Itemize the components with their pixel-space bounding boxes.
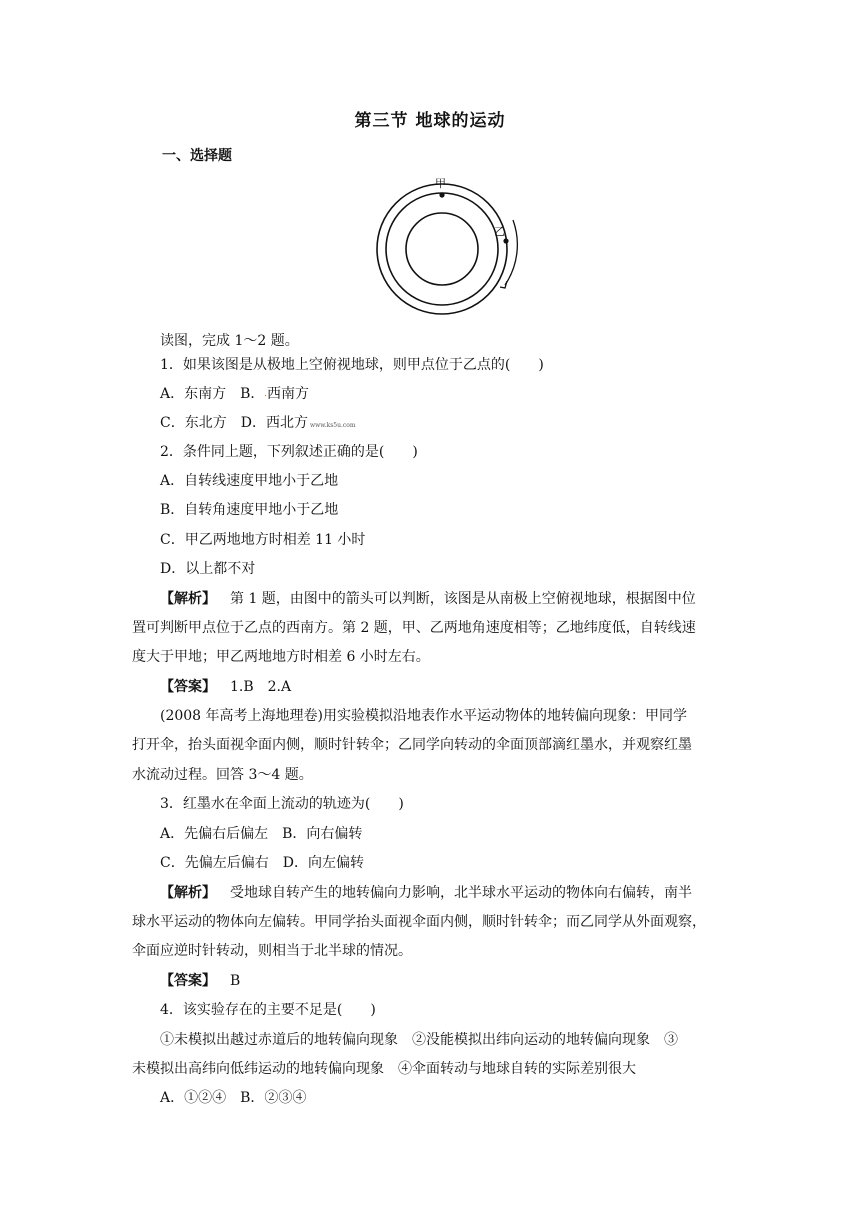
analysis2-text: 受地球自转产生的地转偏向力影响，北半球水平运动的物体向右偏转，南半 (230, 885, 692, 901)
middle-circle (386, 193, 498, 305)
passage-line3: 水流动过程。回答 3～4 题。 (132, 767, 313, 783)
answer2-text: B (230, 973, 241, 989)
answer-tag: 【答案】 (160, 973, 216, 989)
intro-text: 读图，完成 1～2 题。 (160, 333, 299, 349)
watermark-text: www.ks5u.com (309, 422, 356, 429)
q4-option-a: A．①②④ (160, 1090, 227, 1106)
analysis2-line3: 伞面应逆时针转动，则相当于北半球的情况。 (132, 943, 412, 959)
q1-option-b: B． (240, 386, 265, 402)
point-jia (439, 192, 444, 197)
q1-option-d: D．西北方 (240, 415, 308, 431)
arrowhead-icon (500, 281, 507, 288)
answer2 (160, 970, 240, 992)
q2-option-d: D．以上都不对 (160, 561, 256, 577)
page-title: 第三节 地球的运动 (354, 111, 506, 131)
analysis-tag: 【解析】 (160, 591, 216, 607)
analysis1-line1 (160, 588, 696, 610)
q4-statement-line2: 未模拟出高纬向低纬运动的地转偏向现象 ④伞面转动与地球自转的实际差别很大 (132, 1061, 636, 1077)
q1-options-ab (160, 383, 309, 405)
q3-options-ab (160, 823, 362, 845)
analysis1-line3: 度大于甲地；甲乙两地地方时相差 6 小时左右。 (132, 649, 430, 665)
answer-tag: 【答案】 (160, 679, 216, 695)
section-heading: 一、选择题 (162, 148, 232, 164)
analysis2-line2: 球水平运动的物体向左偏转。甲同学抬头面视伞面内侧，顺时针转伞；而乙同学从外面观察， (132, 914, 706, 930)
inner-circle (406, 213, 478, 285)
q2-stem: 2．条件同上题，下列叙述正确的是( ) (160, 444, 418, 460)
q4-options-ab (160, 1087, 306, 1109)
q3-option-a: A．先偏右后偏左 (160, 826, 269, 842)
q3-options-cd (160, 852, 364, 874)
q2-option-c: C．甲乙两地地方时相差 11 小时 (160, 532, 366, 548)
outer-circle (377, 184, 507, 314)
analysis-tag: 【解析】 (160, 885, 216, 901)
q1-option-c: C．东北方 (160, 415, 227, 431)
q3-option-b: B．向右偏转 (282, 826, 363, 842)
label-jia: 甲 (435, 177, 446, 190)
q2-option-a: A．自转线速度甲地小于乙地 (160, 473, 339, 489)
q1-option-b-mark: . (264, 389, 267, 398)
label-yi: 乙 (494, 225, 505, 238)
answer1-text: 1.B 2.A (230, 679, 292, 695)
passage-line2: 打开伞，抬头面视伞面内侧，顺时针转伞；乙同学向转动的伞面顶部滴红墨水，并观察红墨 (132, 737, 692, 753)
analysis2-line1 (160, 882, 692, 904)
analysis1-line2: 置可判断甲点位于乙点的西南方。第 2 题，甲、乙两地角速度相等；乙地纬度低，自转线速 (132, 620, 696, 636)
q3-stem: 3．红墨水在伞面上流动的轨迹为( ) (160, 796, 404, 812)
q2-option-b: B．自转角速度甲地小于乙地 (160, 502, 339, 518)
earth-rotation-diagram (372, 174, 522, 324)
q4-option-b: B．②③④ (240, 1090, 307, 1106)
point-yi (503, 238, 508, 243)
analysis1-text: 第 1 题，由图中的箭头可以判断，该图是从南极上空俯视地球，根据图中位 (230, 591, 696, 607)
q1-options-cd (160, 412, 356, 437)
q1-option-b-text: 西南方 (266, 386, 309, 402)
answer1 (160, 676, 291, 698)
passage-line1: (2008 年高考上海地理卷)用实验模拟沿地表作水平运动物体的地转偏向现象：甲同学 (160, 708, 688, 724)
q3-option-d: D．向左偏转 (282, 855, 364, 871)
q4-stem: 4．该实验存在的主要不足是( ) (160, 1002, 376, 1018)
q1-stem: 1．如果该图是从极地上空俯视地球，则甲点位于乙点的( ) (160, 357, 544, 373)
q1-option-a: A．东南方 (160, 386, 227, 402)
q4-statement-line1: ①未模拟出越过赤道后的地转偏向现象 ②没能模拟出纬向运动的地转偏向现象 ③ (160, 1032, 678, 1048)
q3-option-c: C．先偏左后偏右 (160, 855, 269, 871)
